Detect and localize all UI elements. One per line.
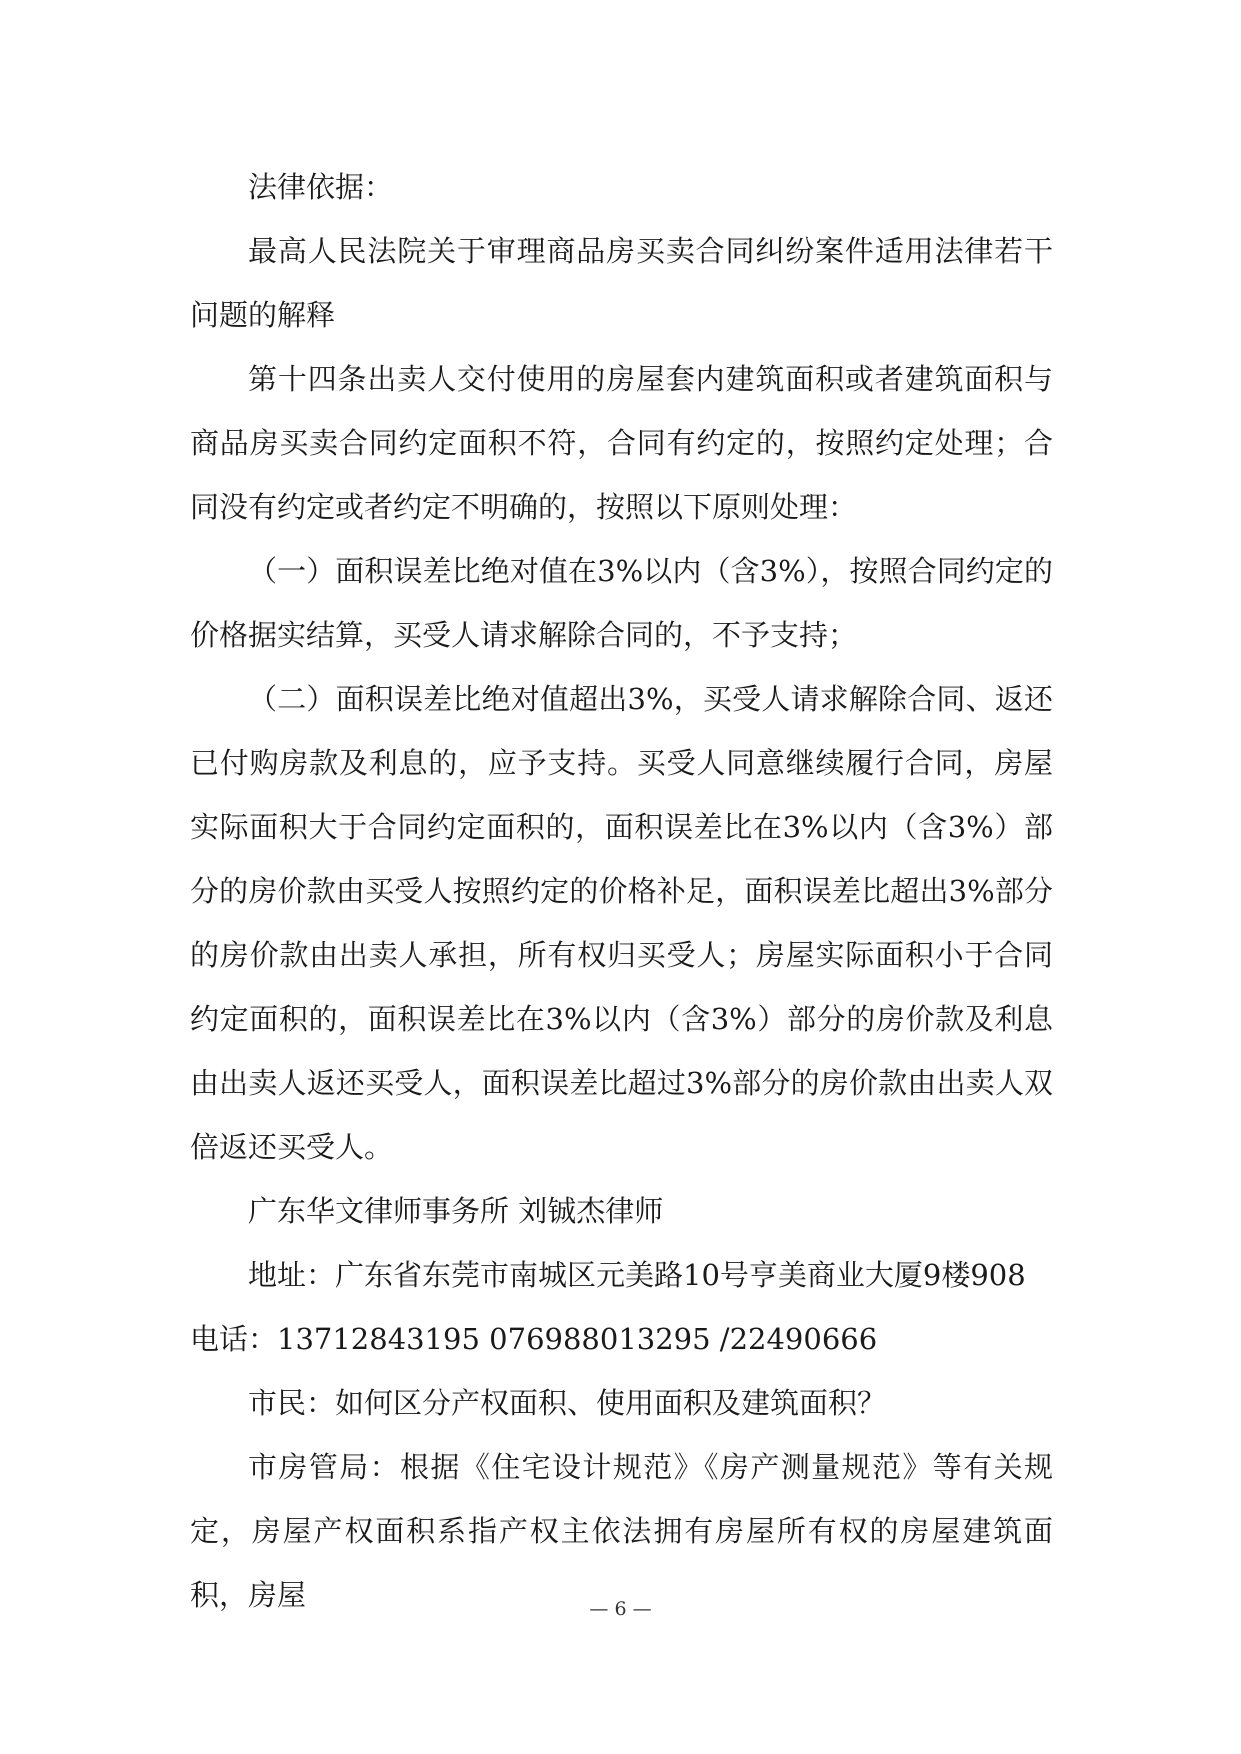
paragraph-housing-bureau-answer: 市房管局：根据《住宅设计规范》《房产测量规范》等有关规定，房屋产权面积系指产权主依法拥有房屋所有权的房屋建筑面积，房屋 (190, 1450, 1053, 1612)
paragraph-article-14: 第十四条出卖人交付使用的房屋套内建筑面积或者建筑面积与商品房买卖合同约定面积不符，合同有约定的，按照约定处理；合同没有约定或者约定不明确的，按照以下原则处理： (190, 362, 1053, 524)
paragraph-clause-1: （一）面积误差比绝对值在3%以内（含3%），按照合同约定的价格据实结算，买受人请求解除合同的，不予支持； (190, 554, 1053, 652)
document-body (190, 155, 1053, 1627)
paragraph-law-firm: 广东华文律师事务所 刘铖杰律师 (248, 1194, 664, 1228)
paragraph-phone: 电话：13712843195 076988013295 /22490666 (190, 1322, 878, 1356)
paragraph-clause-2: （二）面积误差比绝对值超出3%，买受人请求解除合同、返还已付购房款及利息的，应予支持。买受人同意继续履行合同，房屋实际面积大于合同约定面积的，面积误差比在3%以内（含3%）部分的房价款由买受人按照约定的价格补足，面积误差比超出3%部分的房价款由出卖人承担，所有权归买受人；房屋实际面积小于合同约定面积的，面积误差比在3%以内（含3%）部分的房价款及利息由出卖人返还买受人，面积误差比超过3%部分的房价款由出卖人双倍返还买受人。 (190, 682, 1053, 1164)
paragraph-citizen-question: 市民：如何区分产权面积、使用面积及建筑面积？ (248, 1386, 887, 1420)
paragraph-address: 地址：广东省东莞市南城区元美路10号亨美商业大厦9楼908 (248, 1258, 1026, 1292)
page-number: — 6 — (589, 1598, 652, 1620)
paragraph-interpretation-title: 最高人民法院关于审理商品房买卖合同纠纷案件适用法律若干问题的解释 (190, 234, 1053, 332)
paragraph-legal-basis-heading: 法律依据： (248, 170, 394, 204)
